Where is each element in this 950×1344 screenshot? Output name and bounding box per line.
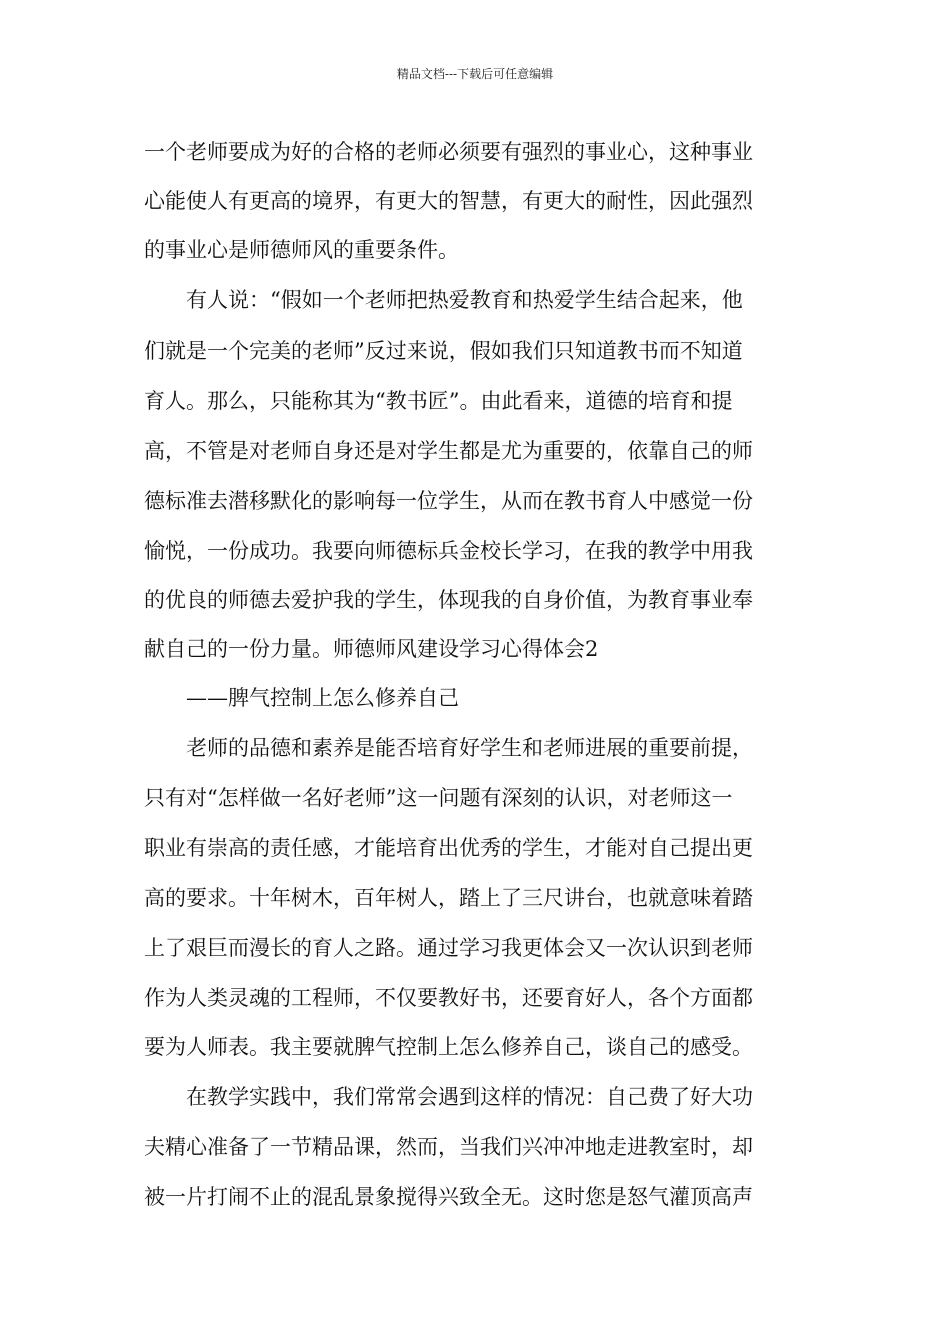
text-line-19: 要为人师表。我主要就脾气控制上怎么修养自己，谈自己的感受。 bbox=[144, 1035, 753, 1059]
text-line-22: 被一片打闹不止的混乱景象搅得兴致全无。这时您是怒气灌顶高声 bbox=[144, 1185, 753, 1209]
text-line-15: 职业有崇高的责任感，才能培育出优秀的学生，才能对自己提出更 bbox=[144, 836, 753, 860]
text-line-6: 育人。那么，只能称其为“教书匠”。由此看来，道德的培育和提 bbox=[144, 389, 733, 413]
text-line-12: ——脾气控制上怎么修养自己 bbox=[186, 686, 459, 710]
text-line-5: 们就是一个完美的老师”反过来说，假如我们只知道教书而不知道 bbox=[144, 339, 743, 363]
text-line-21: 夫精心准备了一节精品课，然而，当我们兴冲冲地走进教室时，却 bbox=[144, 1135, 753, 1159]
text-line-2: 心能使人有更高的境界，有更大的智慧，有更大的耐性，因此强烈 bbox=[144, 189, 753, 213]
text-line-18: 作为人类灵魂的工程师，不仅要教好书，还要育好人，各个方面都 bbox=[144, 986, 753, 1010]
text-line-14: 只有对“怎样做一名好老师”这一问题有深刻的认识，对老师这一 bbox=[144, 786, 733, 810]
text-line-16: 高的要求。十年树木，百年树人，踏上了三尺讲台，也就意味着踏 bbox=[144, 886, 753, 910]
text-line-3: 的事业心是师德师风的重要条件。 bbox=[144, 238, 459, 262]
text-line-7: 高，不管是对老师自身还是对学生都是尤为重要的，依靠自己的师 bbox=[144, 439, 753, 463]
text-line-10: 的优良的师德去爱护我的学生，体现我的自身价值，为教育事业奉 bbox=[144, 588, 753, 612]
text-line-11: 献自己的一份力量。师德师风建设学习心得体会2 bbox=[144, 637, 599, 661]
page-header: 精品文档---下载后可任意编辑 bbox=[396, 67, 554, 81]
text-line-8: 德标准去潜移默化的影响每一位学生，从而在教书育人中感觉一份 bbox=[144, 489, 753, 513]
text-line-4: 有人说：“假如一个老师把热爱教育和热爱学生结合起来，他 bbox=[186, 288, 743, 312]
text-line-9: 愉悦，一份成功。我要向师德标兵金校长学习，在我的教学中用我 bbox=[144, 539, 753, 563]
text-line-17: 上了艰巨而漫长的育人之路。通过学习我更体会又一次认识到老师 bbox=[144, 936, 753, 960]
text-line-1: 一个老师要成为好的合格的老师必须要有强烈的事业心，这种事业 bbox=[144, 140, 753, 164]
text-line-13: 老师的品德和素养是能否培育好学生和老师进展的重要前提， bbox=[186, 736, 753, 760]
text-line-20: 在教学实践中，我们常常会遇到这样的情况：自己费了好大功 bbox=[186, 1085, 753, 1109]
